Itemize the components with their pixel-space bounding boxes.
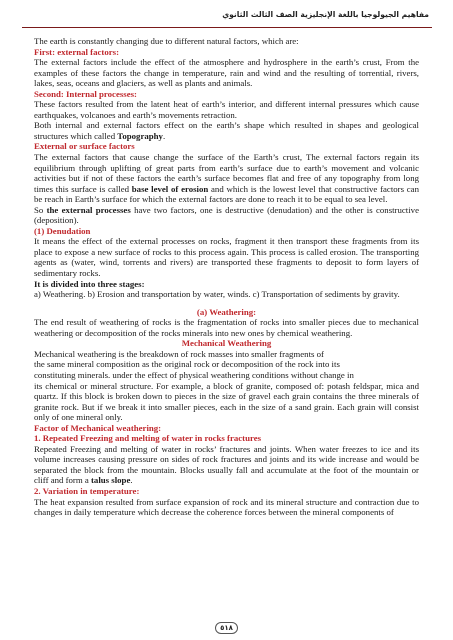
body-paragraph <box>34 36 419 47</box>
text-run: The end result of weathering of rocks is the fragmentation of rocks into smaller pieces due to mechanical weathering or decomposition of the rocks minerals into new ones by chemical weathering. <box>34 317 419 338</box>
section-heading <box>34 47 419 58</box>
section-heading <box>34 433 419 444</box>
body-paragraph <box>34 370 419 381</box>
text-run: It means the effect of the external processes on rocks, fragment it then transport these fragments from its place to expose a new surface of rocks to this process again. This process is called erosion. The transporting agents as (water, wind, torrents and rivers) are transported these fragments to deposit to form layers of sedimentary rocks. <box>34 236 419 279</box>
body-paragraph <box>34 381 419 423</box>
text-run: the same mineral composition as the original rock or decomposition of the rock into its <box>34 359 340 370</box>
text-run: Repeated Freezing and melting of water in rocks’ fractures and joints. When water freezes to ice and its volume increases causing pressure on sides of rock fractures and joints and its wide increase and would be separated the block from the mountain. Blocks usually fall and accumulate at the foot of the mountain or cliff and form a <box>34 443 419 486</box>
text-run: The external factors include the effect of the atmosphere and hydrosphere in the earth’s crust, From the examples of these factors the change in temperature, rain and wind and the resulting of torrential, rivers, lakes, seas, oceans and glaciers, as well as plants and animals. <box>34 57 419 89</box>
section-heading <box>34 226 419 237</box>
page-number-wrap <box>0 622 453 634</box>
text-run: External or surface factors <box>34 141 135 152</box>
text-run: The external factors that cause change the surface of the Earth’s crust, The external factors regain its equilibrium through uplifting of great parts from earth’s surface due to earth’s movement and volcanic activities but if not of these factors the earth’s surface becomes flat and free of any topography from long times this surface is called <box>34 152 419 194</box>
text-run: have two factors, one is destructive (denudation) and the other is constructive (deposition). <box>34 204 419 226</box>
bold-term: base level of erosion <box>131 183 209 194</box>
bold-term: Topography <box>117 130 163 141</box>
text-run: The heat expansion resulted from surface expansion of rock and its mineral structure and contraction due to changes in daily temperature which decrease the coherence forces between the mineral components of <box>34 496 419 518</box>
section-heading <box>34 338 419 349</box>
text-run: These factors resulted from the latent heat of earth’s interior, and different internal pressures which cause earthquakes, volcanoes and earth’s movements retraction. <box>34 99 419 120</box>
section-heading <box>34 423 419 434</box>
text-run: constituting minerals. under the effect of physical weathering conditions without change in <box>34 369 354 380</box>
text-run: its chemical or mineral structure. For example, a block of granite, composed of: potash feldspar, mica and quartz. If this block is broken down to pieces in the size of gravel each grain contains the three minerals of granite rock. But if we break it into smaller pieces, each in the size of a sand grain. Each grain will consist only of one mineral only. <box>34 380 419 423</box>
text-run: Mechanical Weathering <box>181 338 272 349</box>
body-paragraph <box>34 349 419 360</box>
text-run: 2. Variation in temperature: <box>34 485 140 496</box>
text-run: . <box>130 475 133 486</box>
text-run: (a) Weathering: <box>196 306 257 317</box>
text-run: 1. Repeated Freezing and melting of water in rocks fractures <box>34 433 262 444</box>
page-body <box>34 36 419 518</box>
page-number: ٥١٨ <box>215 622 238 634</box>
body-paragraph <box>34 317 419 338</box>
body-paragraph <box>34 57 419 89</box>
bold-term: It is divided into three stages: <box>34 278 145 289</box>
bold-term: the external processes <box>46 204 131 215</box>
section-heading <box>34 486 419 497</box>
running-header: مفاهيم الجيولوجيا باللغة الإنجليزية الصف الثالث الثانوي <box>222 10 429 19</box>
body-paragraph <box>34 359 419 370</box>
body-paragraph <box>34 99 419 120</box>
text-run: So <box>34 204 47 215</box>
text-run: Factor of Mechanical weathering: <box>34 422 162 433</box>
header-divider <box>22 27 432 28</box>
bold-term: talus slope <box>91 475 131 486</box>
text-run: a) Weathering. b) Erosion and transportation by water, winds. c) Transportation of sediments by gravity. <box>34 289 400 300</box>
text-run: Mechanical weathering is the breakdown of rock masses into smaller fragments of <box>34 348 324 359</box>
text-run: Second: Internal processes: <box>34 88 137 99</box>
text-run: (1) Denudation <box>34 225 91 236</box>
text-run: Both internal and external factors effect on the earth’s shape which resulted in shapes and geological structures which called <box>34 120 419 141</box>
section-heading <box>34 89 419 100</box>
body-paragraph <box>34 120 419 141</box>
body-paragraph <box>34 444 419 486</box>
body-paragraph <box>34 279 419 290</box>
text-run: First: external factors: <box>34 46 119 57</box>
body-paragraph <box>34 152 419 205</box>
text-run: The earth is constantly changing due to different natural factors, which are: <box>34 36 299 46</box>
body-paragraph <box>34 497 419 518</box>
section-heading <box>34 307 419 318</box>
body-paragraph <box>34 289 419 300</box>
body-paragraph <box>34 236 419 278</box>
section-heading <box>34 141 419 152</box>
text-run: and which is the lowest level that constructive factors can be reach in Earth’s surface for which the external factors are done to reach it to be equal to sea level. <box>34 183 419 205</box>
text-run: . <box>162 130 166 141</box>
body-paragraph <box>34 205 419 226</box>
